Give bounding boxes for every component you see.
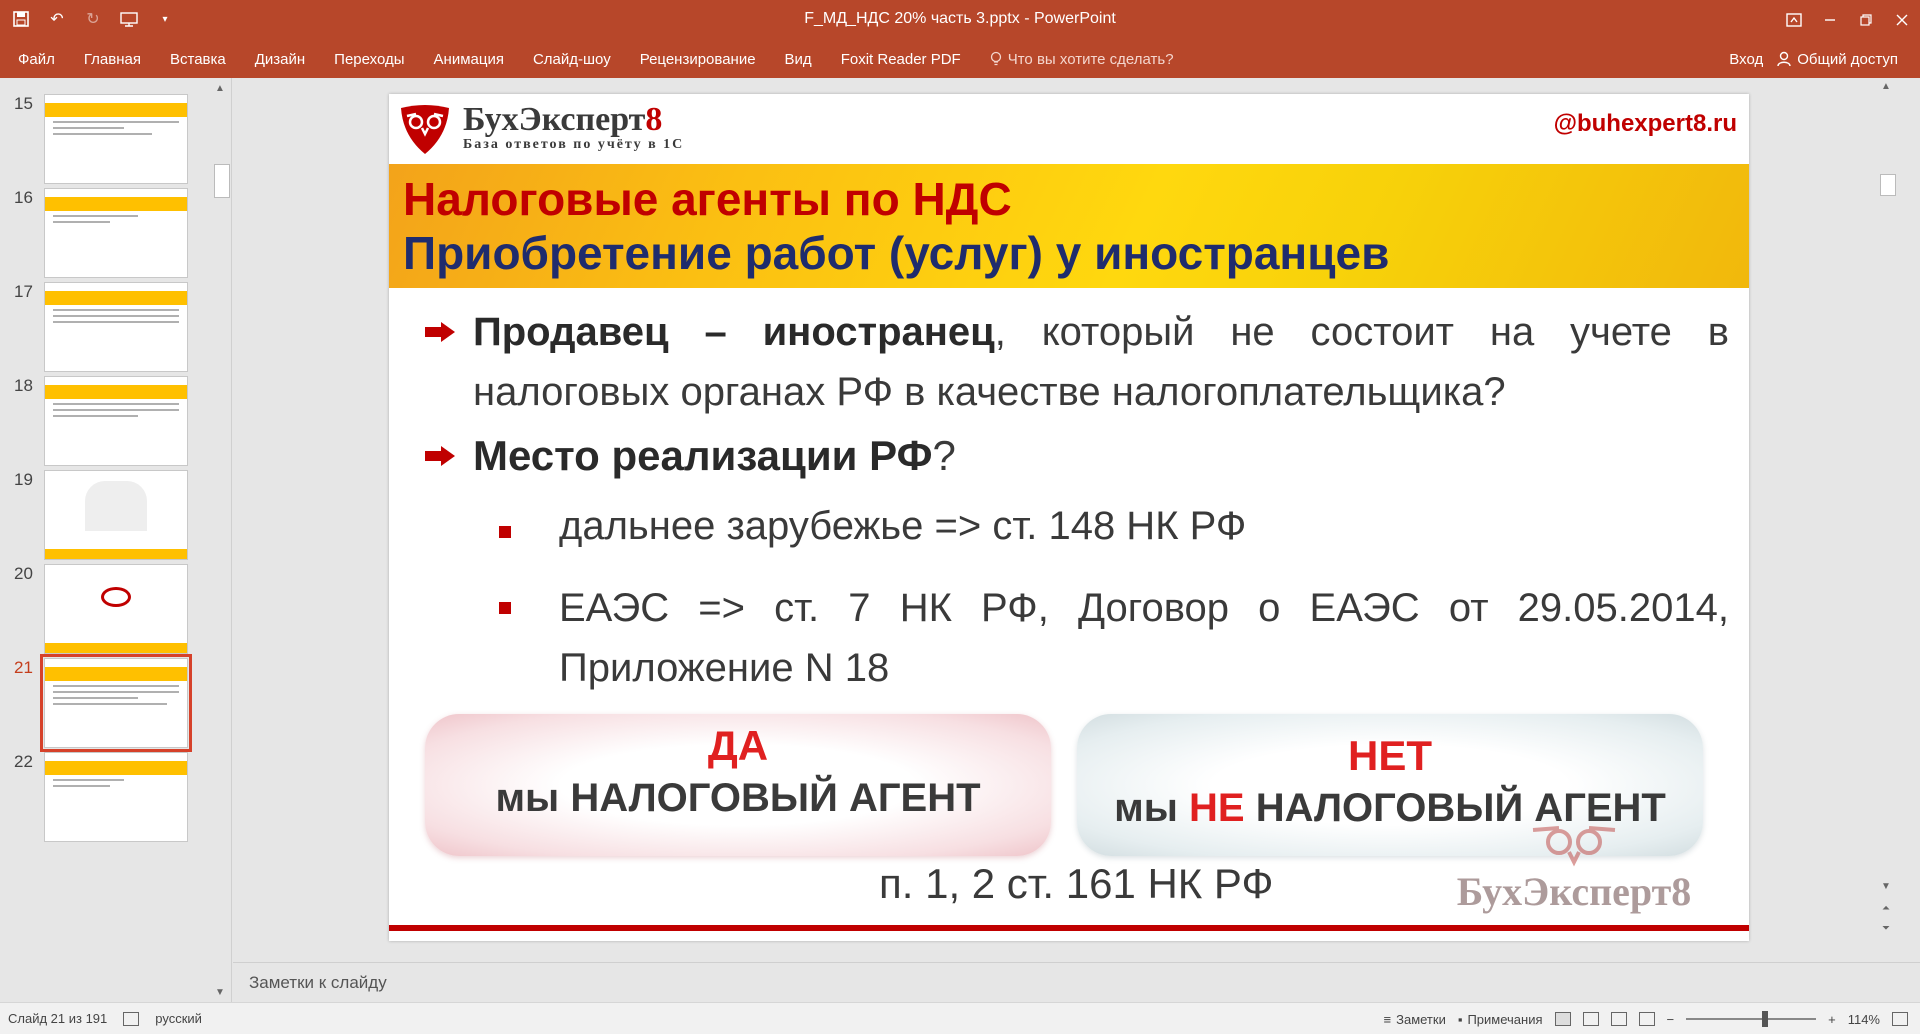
thumbnail-slide-21[interactable] (0, 658, 210, 758)
slide-title: Налоговые агенты по НДС (403, 173, 1012, 225)
thumbnail-image[interactable] (44, 282, 188, 372)
thumbnail-number: 16 (14, 188, 33, 207)
yes-box (425, 714, 1051, 856)
logo-name: БухЭксперт (463, 101, 646, 138)
restore-ribbon-icon[interactable] (1776, 0, 1812, 40)
thumbnail-image[interactable] (44, 752, 188, 842)
undo-icon[interactable]: ↶ (50, 11, 64, 28)
thumbnail-slide-15[interactable] (0, 94, 210, 194)
zoom-level[interactable]: 114% (1847, 1011, 1880, 1027)
thumbnail-number: 22 (14, 752, 33, 771)
thumbnail-slide-22[interactable] (0, 752, 210, 852)
lightbulb-icon (990, 51, 1002, 67)
thumbnail-number: 17 (14, 282, 33, 301)
redo-icon[interactable]: ↻ (86, 11, 100, 28)
scroll-up-icon[interactable]: ▲ (1881, 80, 1891, 92)
notes-icon: ≡ (1383, 1011, 1392, 1027)
sub-bullet-far-abroad: дальнее зарубежье => ст. 148 НК РФ (559, 504, 1247, 548)
tab-foxit[interactable]: Foxit Reader PDF (840, 50, 961, 68)
thumbnail-slide-16[interactable] (0, 188, 210, 288)
owl-shield-icon (397, 100, 453, 156)
square-bullet-icon (499, 602, 511, 614)
zoom-out-icon[interactable]: − (1666, 1011, 1675, 1027)
tab-review[interactable]: Рецензирование (639, 50, 756, 68)
share-button[interactable] (1777, 51, 1898, 68)
tab-insert[interactable]: Вставка (169, 50, 226, 68)
tell-me-label: Что вы хотите сделать? (1007, 50, 1174, 68)
slide-subtitle: Приобретение работ (услуг) у иностранцев (403, 227, 1390, 279)
window-title: F_МД_НДС 20% часть 3.pptx - PowerPoint (804, 10, 1116, 27)
bullet-place (473, 432, 956, 480)
no-text-pre: мы (1114, 786, 1189, 830)
thumbnail-image[interactable] (44, 658, 188, 748)
thumbnail-slide-20[interactable] (0, 564, 210, 664)
bullet-seller-bold: Продавец – иностранец (473, 310, 995, 354)
bullet-seller-text: , который не состоит на учете в налоговых органах РФ в качестве налогоплательщика? (473, 310, 1730, 414)
watermark-logo (1434, 818, 1714, 928)
scroll-down-icon[interactable]: ▼ (215, 986, 225, 998)
owl-watermark-icon (1529, 818, 1619, 868)
close-icon[interactable] (1884, 0, 1920, 40)
ribbon-tabs (0, 40, 1920, 78)
thumbnail-image[interactable] (44, 188, 188, 278)
reading-view-icon[interactable] (1611, 1012, 1627, 1026)
slide-scrollbar[interactable] (1878, 78, 1898, 962)
current-slide[interactable] (389, 94, 1749, 941)
thumbnail-number: 21 (14, 658, 33, 677)
scrollbar-thumb[interactable] (1880, 174, 1896, 196)
person-icon (1777, 51, 1791, 67)
bottom-rule (389, 925, 1749, 931)
thumbnail-slide-19[interactable] (0, 470, 210, 570)
arrow-bullet-icon (425, 446, 455, 466)
title-bar (0, 0, 1920, 40)
comment-icon: ▪ (1457, 1011, 1463, 1027)
site-handle: @buhexpert8.ru (1553, 110, 1737, 137)
thumbnail-image[interactable] (44, 376, 188, 466)
fit-to-window-icon[interactable] (1892, 1012, 1908, 1026)
tab-view[interactable]: Вид (784, 50, 812, 68)
title-banner (389, 164, 1749, 288)
law-reference: п. 1, 2 ст. 161 НК РФ (879, 860, 1274, 907)
slide-sorter-icon[interactable] (1583, 1012, 1599, 1026)
status-bar (0, 1002, 1920, 1034)
thumbnail-slide-18[interactable] (0, 376, 210, 476)
tab-file[interactable]: Файл (18, 50, 55, 68)
thumbnail-number: 15 (14, 94, 33, 113)
normal-view-icon[interactable] (1555, 1012, 1571, 1026)
logo-tagline: База ответов по учёту в 1С (463, 137, 685, 152)
logo-digit: 8 (645, 101, 663, 138)
scrollbar-thumb[interactable] (214, 164, 230, 198)
square-bullet-icon (499, 526, 511, 538)
arrow-bullet-icon (425, 322, 455, 342)
customize-icon[interactable]: ▾ (162, 13, 168, 25)
tab-animations[interactable]: Анимация (433, 50, 504, 68)
comments-toggle-label: Примечания (1467, 1011, 1543, 1027)
sub-bullet-eaeu: ЕАЭС => ст. 7 НК РФ, Договор о ЕАЭС от 29.05.2014, Приложение N 18 (559, 586, 1729, 690)
tab-slideshow[interactable]: Слайд-шоу (532, 50, 611, 68)
language-indicator[interactable]: русский (155, 1011, 202, 1026)
maximize-icon[interactable] (1848, 0, 1884, 40)
watermark-text: БухЭксперт8 (1456, 869, 1692, 914)
prev-slide-icon[interactable]: ⏶ (1882, 902, 1890, 914)
notes-toggle-label: Заметки (1396, 1011, 1446, 1027)
signin-link[interactable]: Вход (1729, 50, 1764, 68)
scroll-down-icon[interactable]: ▼ (1881, 880, 1891, 892)
no-text-ne: НЕ (1189, 786, 1245, 830)
thumbnails-scrollbar[interactable] (212, 80, 230, 1000)
no-title: НЕТ (1348, 732, 1432, 779)
bullet-place-bold: Место реализации РФ (473, 432, 933, 479)
zoom-slider[interactable] (1686, 1018, 1816, 1020)
comments-toggle-button[interactable] (1458, 1012, 1543, 1027)
thumbnail-image[interactable] (44, 94, 188, 184)
bullet-place-text: ? (932, 432, 956, 479)
slide-thumbnails-pane (0, 78, 232, 1002)
tab-transitions[interactable]: Переходы (334, 50, 405, 68)
zoom-slider-knob[interactable] (1762, 1011, 1768, 1027)
tab-home[interactable]: Главная (83, 50, 141, 68)
brand-logo (397, 100, 684, 156)
spellcheck-icon[interactable] (123, 1012, 139, 1026)
share-label: Общий доступ (1797, 50, 1898, 68)
slide-editor (233, 78, 1898, 962)
yes-text: мы НАЛОГОВЫЙ АГЕНТ (495, 776, 981, 820)
minimize-icon[interactable] (1812, 0, 1848, 40)
notes-placeholder[interactable]: Заметки к слайду (249, 973, 387, 992)
scroll-up-icon[interactable]: ▲ (215, 82, 225, 94)
slideshow-view-icon[interactable] (1639, 1012, 1655, 1026)
slide-counter: Слайд 21 из 191 (8, 1011, 108, 1026)
tab-design[interactable]: Дизайн (254, 50, 306, 68)
bullet-seller (473, 302, 1729, 422)
thumbnail-image[interactable] (44, 470, 188, 560)
thumbnail-number: 19 (14, 470, 33, 489)
thumbnail-number: 20 (14, 564, 33, 583)
thumbnail-number: 18 (14, 376, 33, 395)
next-slide-icon[interactable]: ⏷ (1882, 922, 1890, 934)
notes-toggle-button[interactable] (1384, 1012, 1446, 1027)
thumbnail-image[interactable] (44, 564, 188, 654)
yes-title: ДА (707, 722, 769, 769)
tell-me-search[interactable] (990, 51, 1174, 68)
thumbnail-slide-17[interactable] (0, 282, 210, 382)
notes-pane[interactable] (233, 962, 1920, 1002)
zoom-in-icon[interactable]: + (1828, 1011, 1836, 1027)
no-text-post: НАЛОГОВЫЙ АГЕНТ (1244, 786, 1666, 830)
